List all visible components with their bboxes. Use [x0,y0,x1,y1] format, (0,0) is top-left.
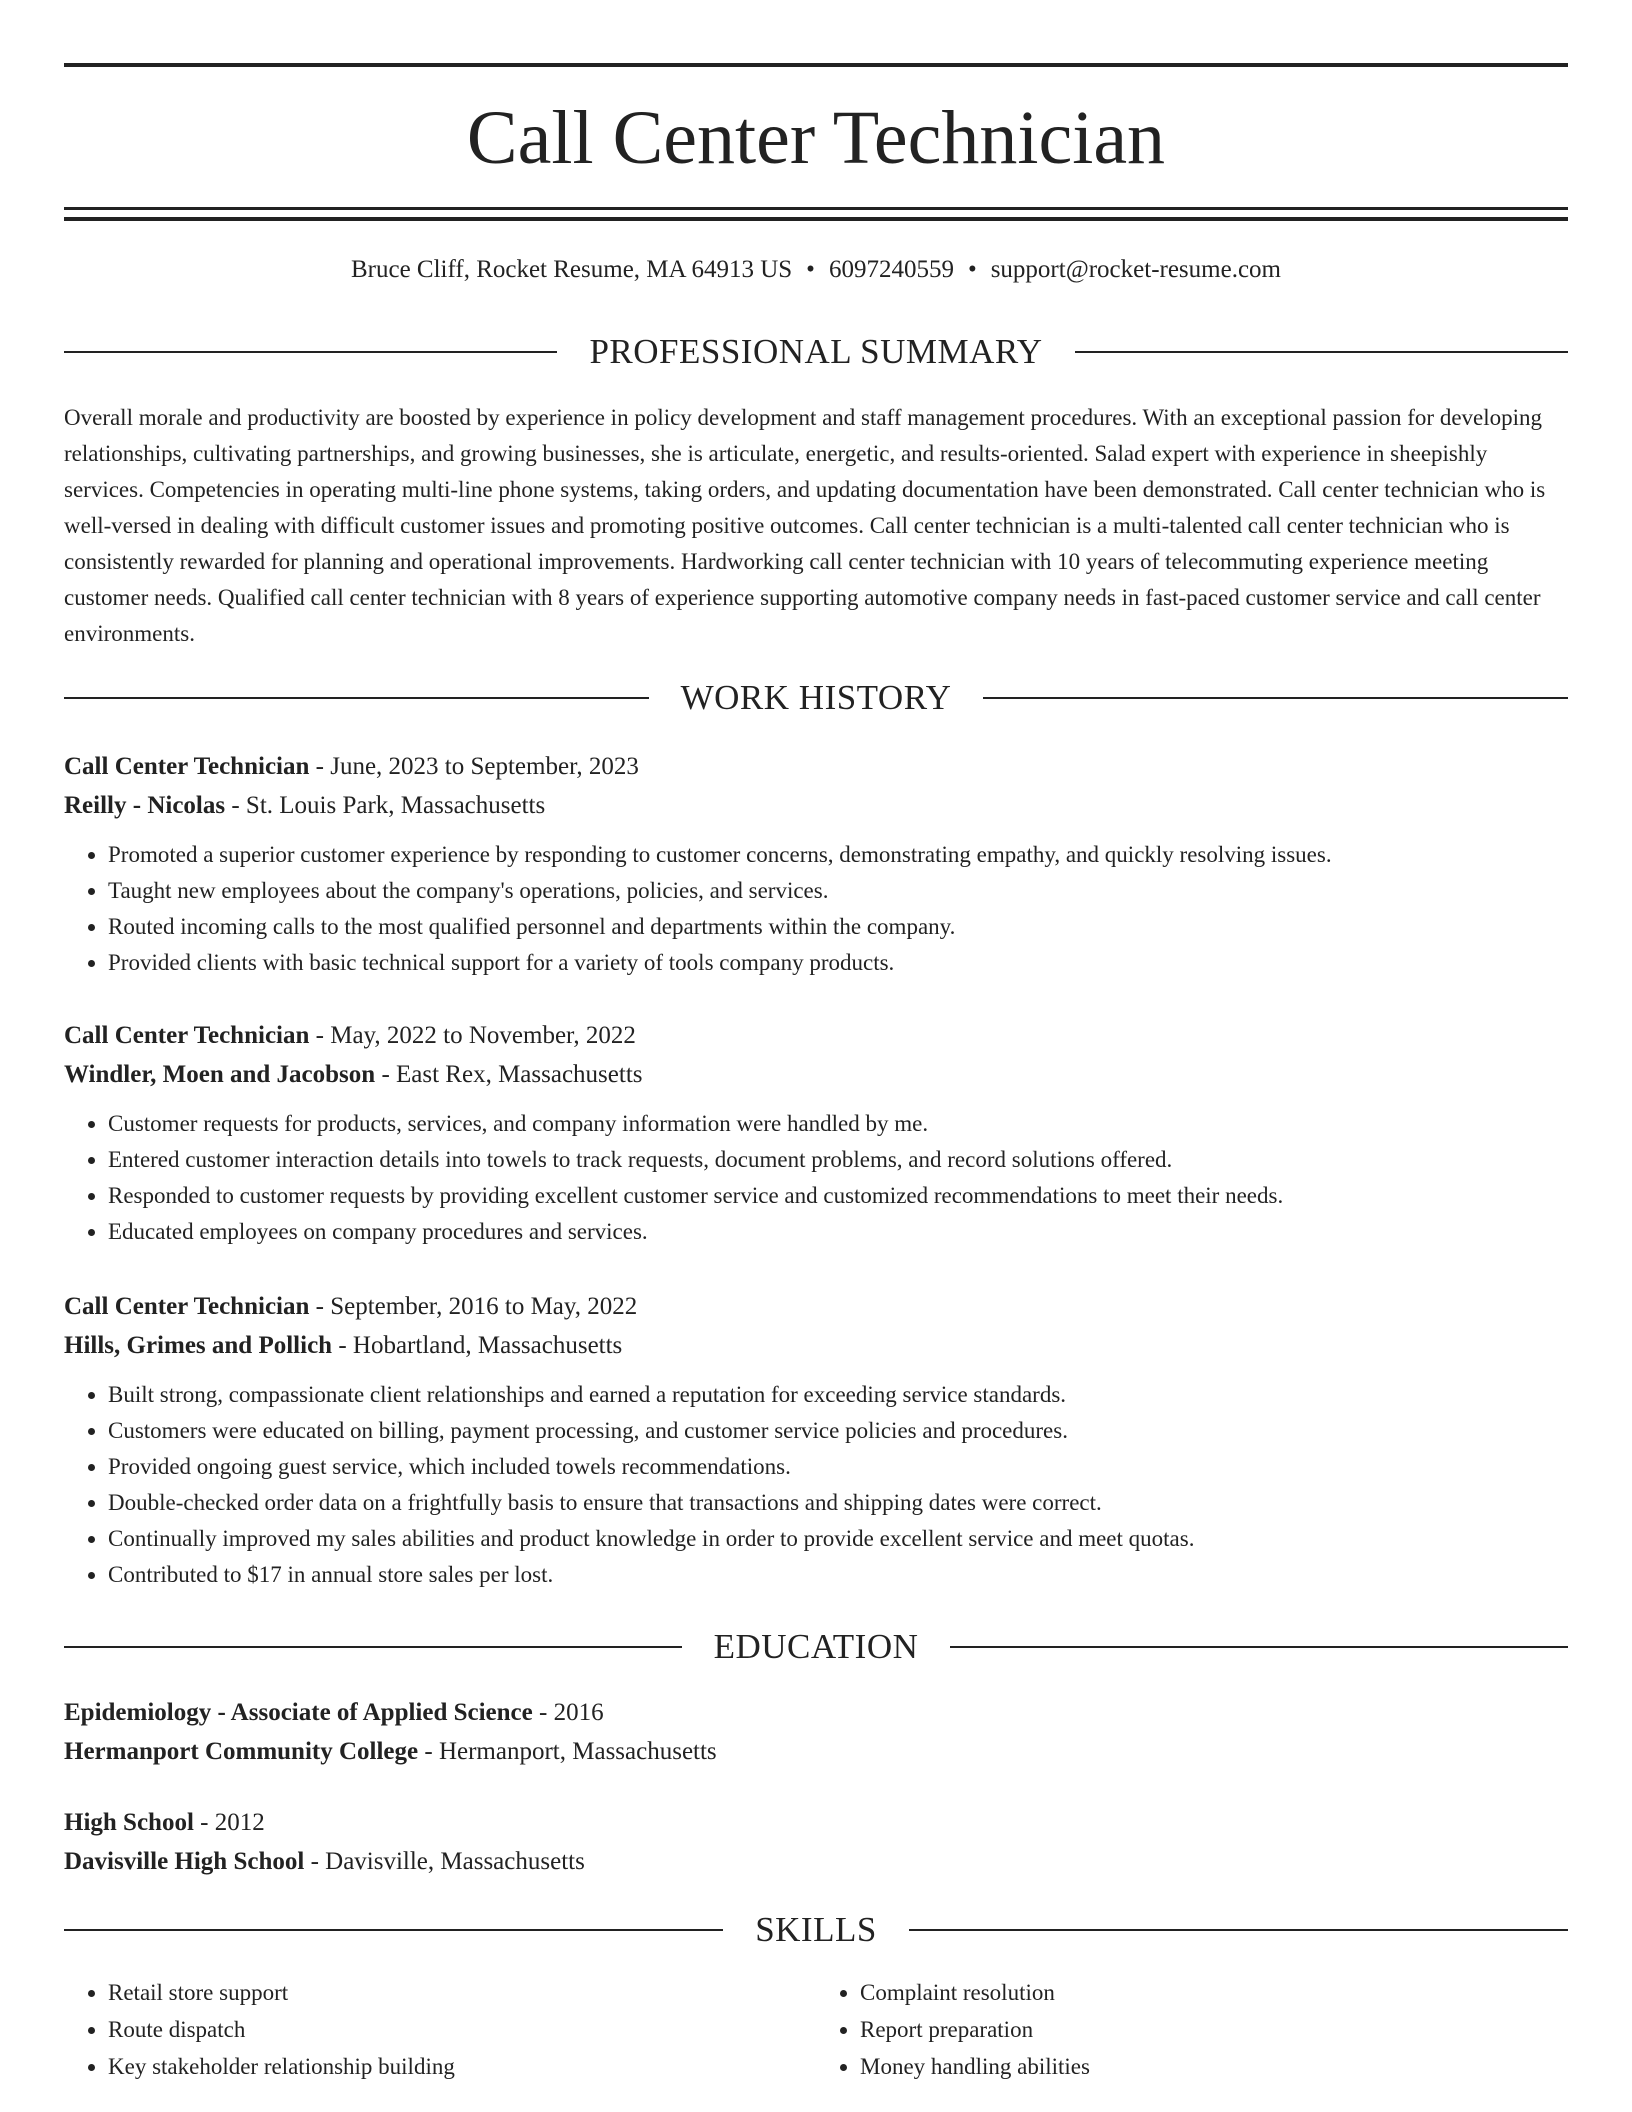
contact-address: Bruce Cliff, Rocket Resume, MA 64913 US [350,256,793,283]
list-item: • Provided clients with basic technical support for a variety of tools company products. [108,945,1568,981]
list-item: • Continually improved my sales abilities and product knowledge in order to provide excellent service and meet quotas. [108,1521,1568,1557]
job-employer: Windler, Moen and Jacobson [64,1061,376,1088]
skills-column-left [64,1974,816,2085]
job-employer-line [64,1326,1568,1365]
summary-heading-label: PROFESSIONAL SUMMARY [589,332,1043,371]
list-item: • Routed incoming calls to the most qualified personnel and departments within the company. [108,909,1568,945]
heading-rule-right [1075,351,1568,353]
job-entry [64,1016,1568,1250]
education-school-line [64,1842,1568,1881]
job-title-line [64,747,1568,786]
contact-separator: • [806,256,815,283]
job-title: Call Center Technician [64,1293,310,1320]
education-entry [64,1803,1568,1881]
education-degree-line [64,1803,1568,1842]
heading-rule-right [983,697,1568,699]
summary-section-heading [64,332,1568,372]
job-bullet-list [64,1377,1568,1593]
work-heading-label: WORK HISTORY [680,678,952,717]
skills-section-heading [64,1910,1568,1950]
job-bullet-list [64,1106,1568,1250]
education-section-heading [64,1627,1568,1667]
job-employer-line [64,786,1568,825]
list-item: • Built strong, compassionate client relationships and earned a reputation for exceeding service standards. [108,1377,1568,1413]
list-item: • Retail store support [108,1974,816,2011]
list-item: • Double-checked order data on a frightfully basis to ensure that transactions and shipping dates were correct. [108,1485,1568,1521]
heading-rule-left [64,1646,682,1648]
list-item: • Report preparation [860,2011,1568,2048]
job-location: - East Rex, Massachusetts [375,1061,643,1088]
skills-heading-label: SKILLS [755,1910,877,1949]
education-year: - 2012 [193,1809,265,1836]
job-title-line [64,1287,1568,1326]
heading-rule-left [64,351,557,353]
header-top-rule [64,63,1568,67]
list-item: • Taught new employees about the company's operations, policies, and services. [108,873,1568,909]
education-location: - Davisville, Massachusetts [304,1848,585,1875]
list-item: • Entered customer interaction details into towels to track requests, document problems, and record solutions offered. [108,1142,1568,1178]
list-item: • Key stakeholder relationship building [108,2048,816,2085]
education-degree: Epidemiology - Associate of Applied Science [64,1699,533,1726]
heading-rule-right [950,1646,1568,1648]
contact-separator: • [967,256,977,283]
education-school-line [64,1732,1568,1771]
job-bullet-list [64,837,1568,981]
education-heading-label: EDUCATION [713,1627,919,1666]
list-item: • Money handling abilities [860,2048,1568,2085]
job-title: Call Center Technician [64,1022,310,1049]
education-school: Hermanport Community College [64,1738,419,1765]
education-degree: High School [64,1809,194,1836]
skills-column-right [816,1974,1568,2085]
heading-rule-left [64,1929,723,1931]
header-double-rule [64,207,1568,221]
heading-rule-right [909,1929,1568,1931]
list-item: • Provided ongoing guest service, which included towels recommendations. [108,1449,1568,1485]
contact-email: support@rocket-resume.com [990,256,1281,283]
skills-list [64,1974,1568,2085]
job-title: Call Center Technician [64,753,310,780]
education-entry [64,1693,1568,1771]
contact-line [64,252,1568,288]
education-location: - Hermanport, Massachusetts [418,1738,717,1765]
job-entry [64,747,1568,981]
contact-phone: 6097240559 [828,256,954,283]
job-dates: - May, 2022 to November, 2022 [309,1022,636,1049]
summary-text: Overall morale and productivity are boosted by experience in policy development and staff management procedures. With an exceptional passion for developing relationships, cultivating partnerships, and growing businesses, she is articulate, energetic, and results-oriented. Salad expert with experience in sheepishly services. Competencies in operating multi-line phone systems, taking orders, and updating documentation have been demonstrated. Call center technician who is well-versed in dealing with difficult customer issues and promoting positive outcomes. Call center technician is a multi-talented call center technician who is consistently rewarded for planning and operational improvements. Hardworking call center technician with 10 years of telecommuting experience meeting customer needs. Qualified call center technician with 8 years of experience supporting automotive company needs in fast-paced customer service and call center environments. [64,405,1546,646]
heading-rule-left [64,697,649,699]
list-item: • Complaint resolution [860,1974,1568,2011]
work-section-heading [64,678,1568,718]
job-title-line [64,1016,1568,1055]
list-item: • Route dispatch [108,2011,816,2048]
list-item: • Customers were educated on billing, payment processing, and customer service policies and procedures. [108,1413,1568,1449]
job-employer-line [64,1055,1568,1094]
page-title: Call Center Technician [466,96,1166,180]
list-item: • Educated employees on company procedures and services. [108,1214,1568,1250]
job-location: - St. Louis Park, Massachusetts [225,792,546,819]
list-item: • Customer requests for products, services, and company information were handled by me. [108,1106,1568,1142]
job-dates: - June, 2023 to September, 2023 [309,753,639,780]
job-employer: Hills, Grimes and Pollich [64,1332,333,1359]
job-entry [64,1287,1568,1593]
job-employer: Reilly - Nicolas [64,792,226,819]
job-location: - Hobartland, Massachusetts [332,1332,623,1359]
list-item: • Contributed to $17 in annual store sales per lost. [108,1557,1568,1593]
education-degree-line [64,1693,1568,1732]
list-item: • Promoted a superior customer experience by responding to customer concerns, demonstrating empathy, and quickly resolving issues. [108,837,1568,873]
education-school: Davisville High School [64,1848,305,1875]
education-year: - 2016 [532,1699,604,1726]
job-dates: - September, 2016 to May, 2022 [309,1293,638,1320]
list-item: • Responded to customer requests by providing excellent customer service and customized recommendations to meet their needs. [108,1178,1568,1214]
